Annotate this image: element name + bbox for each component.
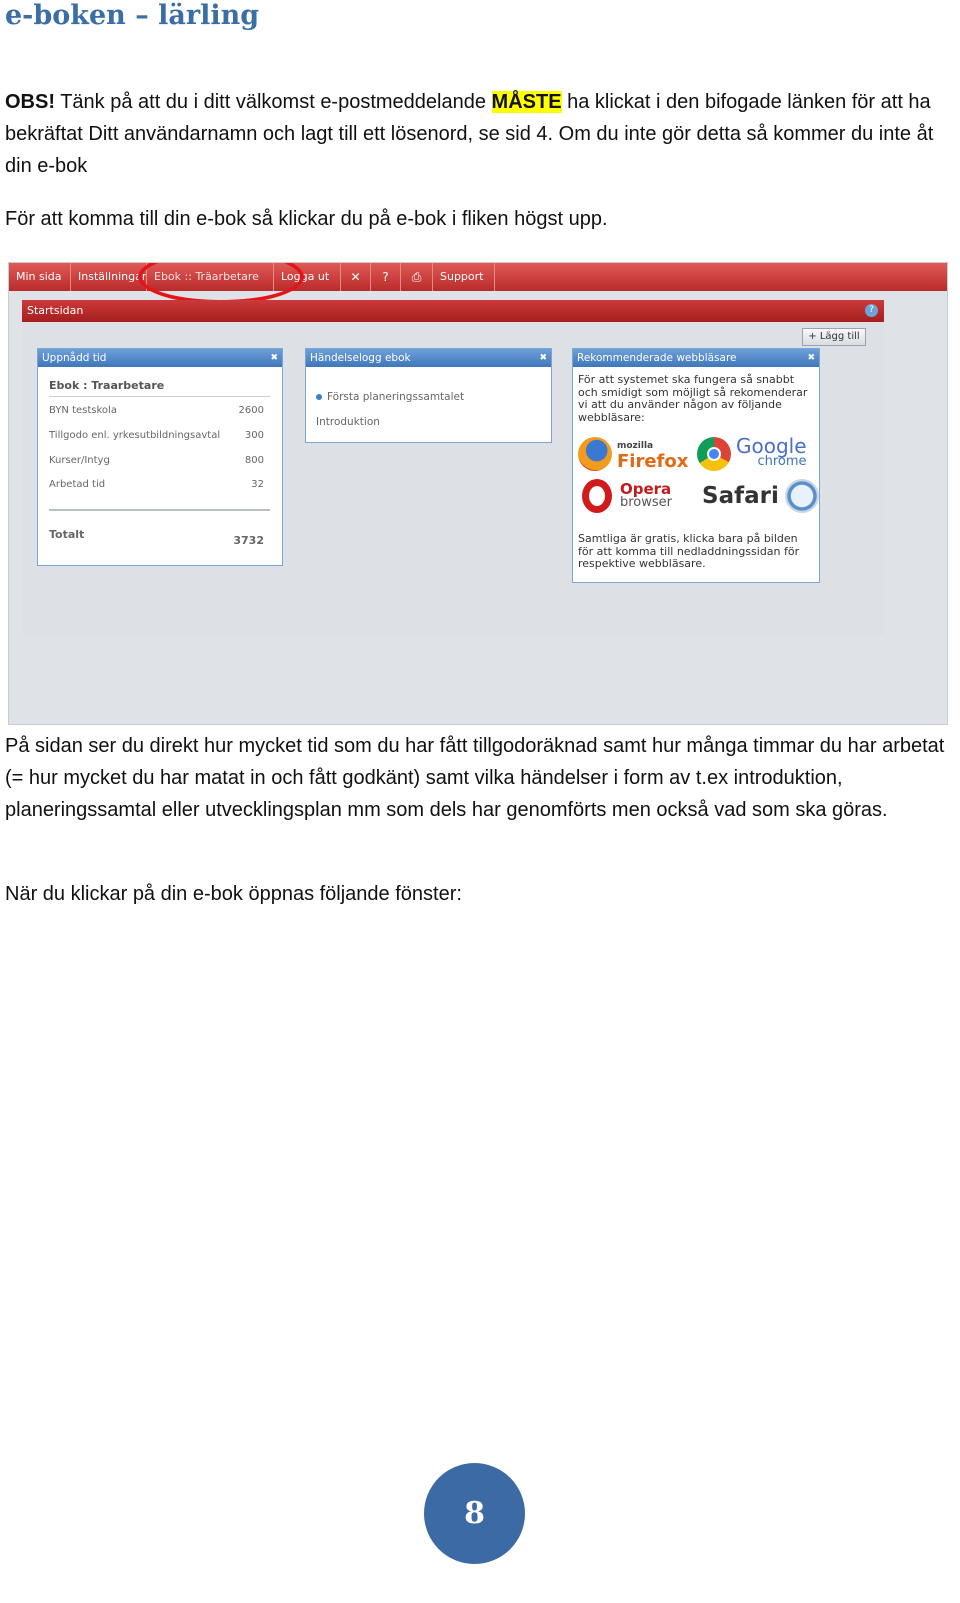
chrome-button[interactable]: Google chrome — [697, 435, 807, 473]
firefox-button[interactable]: mozilla Firefox — [578, 435, 688, 473]
divider — [49, 509, 270, 511]
opera-button[interactable]: Opera browser — [582, 477, 672, 515]
nav-tab-min-sida[interactable]: Min sida — [9, 263, 71, 291]
chrome-icon — [697, 437, 731, 471]
start-panel — [22, 300, 884, 635]
red-circle-annotation — [138, 262, 304, 304]
browsers-footer: Samtliga är gratis, klicka bara på bilden för att komma till nedladdningssidan för respektive webbläsare. — [578, 532, 800, 570]
description-paragraph: På sidan ser du direkt hur mycket tid som du har fått tillgodoräknad samt hur många timmar du har arbetat (= hur mycket du har matat in och fått godkänt) samt vilka händelser i form av t.ex introduktion, planeringssamtal eller utvecklingsplan mm som dels har genomförts men också vad som ska göras. — [5, 735, 945, 821]
time-total-row: Totalt 3732 — [49, 528, 264, 547]
widget-close-icon[interactable]: ✖ — [270, 353, 278, 363]
obs-highlight: MÅSTE — [491, 91, 562, 113]
time-row: Tillgodo enl. yrkesutbildningsavtal 300 — [49, 430, 264, 441]
nav-tab-support[interactable]: Support — [433, 263, 495, 291]
page-number-badge: 8 — [424, 1463, 525, 1564]
panel-title: Startsidan — [27, 304, 84, 317]
obs-text-before: Tänk på att du i ditt välkomst e-postmeddelande — [55, 91, 492, 113]
widget-time-subtitle: Ebok : Traarbetare — [49, 379, 165, 392]
widget-time-header: Uppnådd tid ✖ — [38, 349, 282, 367]
time-row: BYN testskola 2600 — [49, 405, 264, 416]
time-row: Kurser/Intyg 800 — [49, 455, 264, 466]
widget-event-log — [305, 348, 552, 443]
time-row: Arbetad tid 32 — [49, 479, 264, 490]
intro-paragraph: För att komma till din e-bok så klickar du på e-bok i fliken högst upp. — [5, 208, 608, 230]
divider — [49, 396, 270, 397]
widget-log-header: Händelselogg ebok ✖ — [306, 349, 551, 367]
firefox-icon — [578, 437, 612, 471]
widget-close-icon[interactable]: ✖ — [539, 353, 547, 363]
widget-achieved-time — [37, 348, 283, 566]
obs-label: OBS! — [5, 91, 55, 113]
window-intro-paragraph: När du klickar på din e-bok öppnas följande fönster: — [5, 883, 462, 905]
nav-tab-logga-ut[interactable]: Logga ut — [274, 263, 341, 291]
browsers-intro: För att systemet ska fungera så snabbt och smidigt som möjligt så rekomenderar vi att du använder någon av följande webbläsare: — [578, 373, 808, 424]
close-icon[interactable]: ✕ — [341, 263, 371, 291]
event-item[interactable]: Första planeringssamtalet — [316, 391, 464, 403]
safari-icon — [785, 479, 819, 513]
opera-icon — [582, 479, 612, 513]
print-icon[interactable]: ⎙ — [401, 263, 433, 291]
safari-button[interactable]: Safari — [702, 477, 819, 515]
page-heading: e-boken – lärling — [5, 0, 260, 31]
help-icon[interactable]: ? — [371, 263, 401, 291]
obs-text-after: ha klickat i den bifogade länken för att ha bekräftat Ditt användarnamn och lagt till ett lösenord, se sid 4. Om du inte gör detta så kommer du inte åt din e-bok — [5, 91, 934, 177]
nav-tab-ebok[interactable]: Ebok :: Träarbetare — [147, 263, 274, 291]
widget-close-icon[interactable]: ✖ — [807, 353, 815, 363]
event-item[interactable]: Introduktion — [316, 416, 380, 428]
ebook-screenshot — [8, 262, 948, 725]
panel-header — [22, 300, 884, 322]
nav-tab-installningar[interactable]: Inställningar — [71, 263, 147, 291]
add-widget-button[interactable]: + Lägg till — [802, 328, 866, 346]
widget-browsers — [572, 348, 820, 583]
obs-paragraph — [5, 86, 950, 182]
bullet-icon — [316, 394, 322, 400]
widget-browsers-header: Rekommenderade webbläsare ✖ — [573, 349, 819, 367]
panel-help-icon[interactable]: ? — [865, 304, 878, 317]
